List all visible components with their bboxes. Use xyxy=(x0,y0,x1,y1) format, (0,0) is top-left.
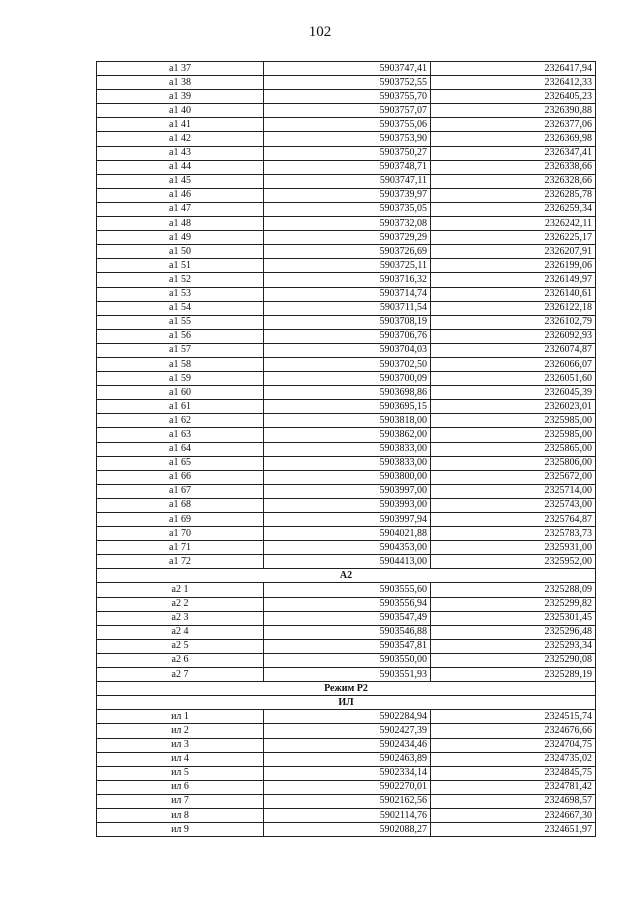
point-name-cell: a1 66 xyxy=(97,470,264,484)
x-coordinate-cell: 5903993,00 xyxy=(264,498,431,512)
table-row xyxy=(97,118,596,132)
table-row xyxy=(97,231,596,245)
x-coordinate-cell: 5902463,89 xyxy=(264,752,431,766)
point-name-cell: a1 60 xyxy=(97,386,264,400)
point-name-cell: ил 8 xyxy=(97,808,264,822)
point-name-cell: a1 72 xyxy=(97,555,264,569)
table-row xyxy=(97,104,596,118)
x-coordinate-cell: 5902434,46 xyxy=(264,738,431,752)
point-name-cell: a2 6 xyxy=(97,653,264,667)
point-name-cell: a1 45 xyxy=(97,174,264,188)
y-coordinate-cell: 2326045,39 xyxy=(431,386,596,400)
point-name-cell: a1 46 xyxy=(97,188,264,202)
x-coordinate-cell: 5903706,76 xyxy=(264,329,431,343)
point-name-cell: a2 4 xyxy=(97,625,264,639)
y-coordinate-cell: 2325714,00 xyxy=(431,484,596,498)
y-coordinate-cell: 2326412,33 xyxy=(431,76,596,90)
table-row xyxy=(97,259,596,273)
table-row xyxy=(97,625,596,639)
table-row xyxy=(97,428,596,442)
y-coordinate-cell: 2326242,11 xyxy=(431,217,596,231)
x-coordinate-cell: 5903862,00 xyxy=(264,428,431,442)
table-row xyxy=(97,301,596,315)
coordinates-table-body xyxy=(97,62,596,837)
point-name-cell: ил 9 xyxy=(97,823,264,837)
x-coordinate-cell: 5903747,11 xyxy=(264,174,431,188)
y-coordinate-cell: 2326417,94 xyxy=(431,62,596,76)
point-name-cell: a1 61 xyxy=(97,400,264,414)
table-row xyxy=(97,386,596,400)
table-row xyxy=(97,414,596,428)
point-name-cell: ил 4 xyxy=(97,752,264,766)
point-name-cell: ил 5 xyxy=(97,766,264,780)
x-coordinate-cell: 5903997,00 xyxy=(264,484,431,498)
point-name-cell: ил 6 xyxy=(97,780,264,794)
point-name-cell: ил 2 xyxy=(97,724,264,738)
table-row xyxy=(97,752,596,766)
table-row xyxy=(97,780,596,794)
table-row xyxy=(97,794,596,808)
point-name-cell: a1 38 xyxy=(97,76,264,90)
table-row xyxy=(97,597,596,611)
y-coordinate-cell: 2326092,93 xyxy=(431,329,596,343)
table-row xyxy=(97,400,596,414)
table-row xyxy=(97,245,596,259)
x-coordinate-cell: 5903695,15 xyxy=(264,400,431,414)
table-row xyxy=(97,343,596,357)
point-name-cell: a1 48 xyxy=(97,217,264,231)
x-coordinate-cell: 5903716,32 xyxy=(264,273,431,287)
table-row xyxy=(97,273,596,287)
y-coordinate-cell: 2324698,57 xyxy=(431,794,596,808)
x-coordinate-cell: 5903755,06 xyxy=(264,118,431,132)
y-coordinate-cell: 2326328,66 xyxy=(431,174,596,188)
y-coordinate-cell: 2324781,42 xyxy=(431,780,596,794)
table-row xyxy=(97,513,596,527)
y-coordinate-cell: 2326225,17 xyxy=(431,231,596,245)
point-name-cell: a1 67 xyxy=(97,484,264,498)
point-name-cell: a2 3 xyxy=(97,611,264,625)
y-coordinate-cell: 2325952,00 xyxy=(431,555,596,569)
y-coordinate-cell: 2326285,78 xyxy=(431,188,596,202)
table-row xyxy=(97,160,596,174)
y-coordinate-cell: 2326066,07 xyxy=(431,357,596,371)
y-coordinate-cell: 2325289,19 xyxy=(431,668,596,682)
point-name-cell: a1 52 xyxy=(97,273,264,287)
point-name-cell: a1 49 xyxy=(97,231,264,245)
y-coordinate-cell: 2326023,01 xyxy=(431,400,596,414)
table-row xyxy=(97,710,596,724)
x-coordinate-cell: 5903726,69 xyxy=(264,245,431,259)
y-coordinate-cell: 2325299,82 xyxy=(431,597,596,611)
table-row xyxy=(97,174,596,188)
y-coordinate-cell: 2326377,06 xyxy=(431,118,596,132)
y-coordinate-cell: 2325288,09 xyxy=(431,583,596,597)
point-name-cell: ил 3 xyxy=(97,738,264,752)
x-coordinate-cell: 5903750,27 xyxy=(264,146,431,160)
x-coordinate-cell: 5904021,88 xyxy=(264,527,431,541)
x-coordinate-cell: 5902162,56 xyxy=(264,794,431,808)
section-header: A2 xyxy=(97,569,596,583)
y-coordinate-cell: 2324651,97 xyxy=(431,823,596,837)
table-row xyxy=(97,724,596,738)
table-row xyxy=(97,738,596,752)
x-coordinate-cell: 5903747,41 xyxy=(264,62,431,76)
point-name-cell: a1 41 xyxy=(97,118,264,132)
y-coordinate-cell: 2326259,34 xyxy=(431,202,596,216)
y-coordinate-cell: 2325985,00 xyxy=(431,414,596,428)
x-coordinate-cell: 5903735,05 xyxy=(264,202,431,216)
table-row xyxy=(97,62,596,76)
table-row xyxy=(97,498,596,512)
x-coordinate-cell: 5903546,88 xyxy=(264,625,431,639)
x-coordinate-cell: 5903550,00 xyxy=(264,653,431,667)
point-name-cell: a1 43 xyxy=(97,146,264,160)
y-coordinate-cell: 2325783,73 xyxy=(431,527,596,541)
table-row xyxy=(97,823,596,837)
x-coordinate-cell: 5903757,07 xyxy=(264,104,431,118)
point-name-cell: a1 50 xyxy=(97,245,264,259)
y-coordinate-cell: 2325296,48 xyxy=(431,625,596,639)
point-name-cell: a1 37 xyxy=(97,62,264,76)
x-coordinate-cell: 5903818,00 xyxy=(264,414,431,428)
y-coordinate-cell: 2324667,30 xyxy=(431,808,596,822)
point-name-cell: a2 5 xyxy=(97,639,264,653)
y-coordinate-cell: 2324515,74 xyxy=(431,710,596,724)
point-name-cell: a1 70 xyxy=(97,527,264,541)
point-name-cell: a1 58 xyxy=(97,357,264,371)
y-coordinate-cell: 2326207,91 xyxy=(431,245,596,259)
table-row xyxy=(97,202,596,216)
x-coordinate-cell: 5903833,00 xyxy=(264,442,431,456)
x-coordinate-cell: 5903755,70 xyxy=(264,90,431,104)
x-coordinate-cell: 5903547,81 xyxy=(264,639,431,653)
table-row xyxy=(97,456,596,470)
y-coordinate-cell: 2326338,66 xyxy=(431,160,596,174)
table-row xyxy=(97,146,596,160)
x-coordinate-cell: 5903753,90 xyxy=(264,132,431,146)
x-coordinate-cell: 5903556,94 xyxy=(264,597,431,611)
table-row xyxy=(97,541,596,555)
x-coordinate-cell: 5904353,00 xyxy=(264,541,431,555)
point-name-cell: a1 63 xyxy=(97,428,264,442)
point-name-cell: a1 47 xyxy=(97,202,264,216)
table-row xyxy=(97,442,596,456)
y-coordinate-cell: 2326405,23 xyxy=(431,90,596,104)
point-name-cell: a1 65 xyxy=(97,456,264,470)
x-coordinate-cell: 5903833,00 xyxy=(264,456,431,470)
y-coordinate-cell: 2325290,08 xyxy=(431,653,596,667)
coordinates-table xyxy=(96,61,596,837)
point-name-cell: a1 71 xyxy=(97,541,264,555)
y-coordinate-cell: 2326102,79 xyxy=(431,315,596,329)
section-header-row xyxy=(97,569,596,583)
y-coordinate-cell: 2325764,87 xyxy=(431,513,596,527)
x-coordinate-cell: 5903704,03 xyxy=(264,343,431,357)
x-coordinate-cell: 5903711,54 xyxy=(264,301,431,315)
table-row xyxy=(97,639,596,653)
table-row xyxy=(97,372,596,386)
point-name-cell: a1 55 xyxy=(97,315,264,329)
table-row xyxy=(97,555,596,569)
x-coordinate-cell: 5903752,55 xyxy=(264,76,431,90)
y-coordinate-cell: 2324676,66 xyxy=(431,724,596,738)
point-name-cell: a2 7 xyxy=(97,668,264,682)
y-coordinate-cell: 2326390,88 xyxy=(431,104,596,118)
table-row xyxy=(97,808,596,822)
y-coordinate-cell: 2325743,00 xyxy=(431,498,596,512)
x-coordinate-cell: 5903700,09 xyxy=(264,372,431,386)
table-row xyxy=(97,315,596,329)
table-row xyxy=(97,611,596,625)
y-coordinate-cell: 2325301,45 xyxy=(431,611,596,625)
y-coordinate-cell: 2326199,06 xyxy=(431,259,596,273)
x-coordinate-cell: 5903725,11 xyxy=(264,259,431,273)
x-coordinate-cell: 5902088,27 xyxy=(264,823,431,837)
y-coordinate-cell: 2326074,87 xyxy=(431,343,596,357)
point-name-cell: a1 54 xyxy=(97,301,264,315)
y-coordinate-cell: 2326051,60 xyxy=(431,372,596,386)
section-header-row xyxy=(97,682,596,696)
point-name-cell: a1 59 xyxy=(97,372,264,386)
section-header-row xyxy=(97,696,596,710)
x-coordinate-cell: 5903997,94 xyxy=(264,513,431,527)
point-name-cell: a1 44 xyxy=(97,160,264,174)
table-row xyxy=(97,132,596,146)
y-coordinate-cell: 2325672,00 xyxy=(431,470,596,484)
point-name-cell: a2 2 xyxy=(97,597,264,611)
x-coordinate-cell: 5902114,76 xyxy=(264,808,431,822)
x-coordinate-cell: 5903708,19 xyxy=(264,315,431,329)
y-coordinate-cell: 2326369,98 xyxy=(431,132,596,146)
point-name-cell: a2 1 xyxy=(97,583,264,597)
y-coordinate-cell: 2326347,41 xyxy=(431,146,596,160)
table-row xyxy=(97,90,596,104)
x-coordinate-cell: 5903547,49 xyxy=(264,611,431,625)
point-name-cell: a1 68 xyxy=(97,498,264,512)
x-coordinate-cell: 5903732,08 xyxy=(264,217,431,231)
x-coordinate-cell: 5902334,14 xyxy=(264,766,431,780)
y-coordinate-cell: 2325865,00 xyxy=(431,442,596,456)
table-row xyxy=(97,357,596,371)
point-name-cell: a1 64 xyxy=(97,442,264,456)
y-coordinate-cell: 2325293,34 xyxy=(431,639,596,653)
point-name-cell: a1 42 xyxy=(97,132,264,146)
point-name-cell: a1 40 xyxy=(97,104,264,118)
point-name-cell: a1 62 xyxy=(97,414,264,428)
x-coordinate-cell: 5903800,00 xyxy=(264,470,431,484)
y-coordinate-cell: 2324735,02 xyxy=(431,752,596,766)
y-coordinate-cell: 2325985,00 xyxy=(431,428,596,442)
x-coordinate-cell: 5903748,71 xyxy=(264,160,431,174)
point-name-cell: ил 1 xyxy=(97,710,264,724)
x-coordinate-cell: 5903729,29 xyxy=(264,231,431,245)
point-name-cell: a1 53 xyxy=(97,287,264,301)
point-name-cell: a1 56 xyxy=(97,329,264,343)
table-row xyxy=(97,653,596,667)
y-coordinate-cell: 2324704,75 xyxy=(431,738,596,752)
y-coordinate-cell: 2325931,00 xyxy=(431,541,596,555)
table-row xyxy=(97,766,596,780)
section-header: ИЛ xyxy=(97,696,596,710)
x-coordinate-cell: 5902284,94 xyxy=(264,710,431,724)
table-row xyxy=(97,470,596,484)
point-name-cell: ил 7 xyxy=(97,794,264,808)
point-name-cell: a1 57 xyxy=(97,343,264,357)
x-coordinate-cell: 5902270,01 xyxy=(264,780,431,794)
table-row xyxy=(97,329,596,343)
table-row xyxy=(97,668,596,682)
x-coordinate-cell: 5903714,74 xyxy=(264,287,431,301)
y-coordinate-cell: 2326140,61 xyxy=(431,287,596,301)
y-coordinate-cell: 2326149,97 xyxy=(431,273,596,287)
x-coordinate-cell: 5902427,39 xyxy=(264,724,431,738)
table-row xyxy=(97,287,596,301)
x-coordinate-cell: 5903739,97 xyxy=(264,188,431,202)
table-row xyxy=(97,188,596,202)
page-number: 102 xyxy=(308,24,332,40)
table-row xyxy=(97,527,596,541)
y-coordinate-cell: 2324845,75 xyxy=(431,766,596,780)
point-name-cell: a1 39 xyxy=(97,90,264,104)
x-coordinate-cell: 5903698,86 xyxy=(264,386,431,400)
x-coordinate-cell: 5903551,93 xyxy=(264,668,431,682)
point-name-cell: a1 69 xyxy=(97,513,264,527)
point-name-cell: a1 51 xyxy=(97,259,264,273)
y-coordinate-cell: 2326122,18 xyxy=(431,301,596,315)
x-coordinate-cell: 5903702,50 xyxy=(264,357,431,371)
table-row xyxy=(97,217,596,231)
x-coordinate-cell: 5903555,60 xyxy=(264,583,431,597)
table-row xyxy=(97,484,596,498)
section-header: Режим Р2 xyxy=(97,682,596,696)
x-coordinate-cell: 5904413,00 xyxy=(264,555,431,569)
y-coordinate-cell: 2325806,00 xyxy=(431,456,596,470)
table-row xyxy=(97,583,596,597)
table-row xyxy=(97,76,596,90)
